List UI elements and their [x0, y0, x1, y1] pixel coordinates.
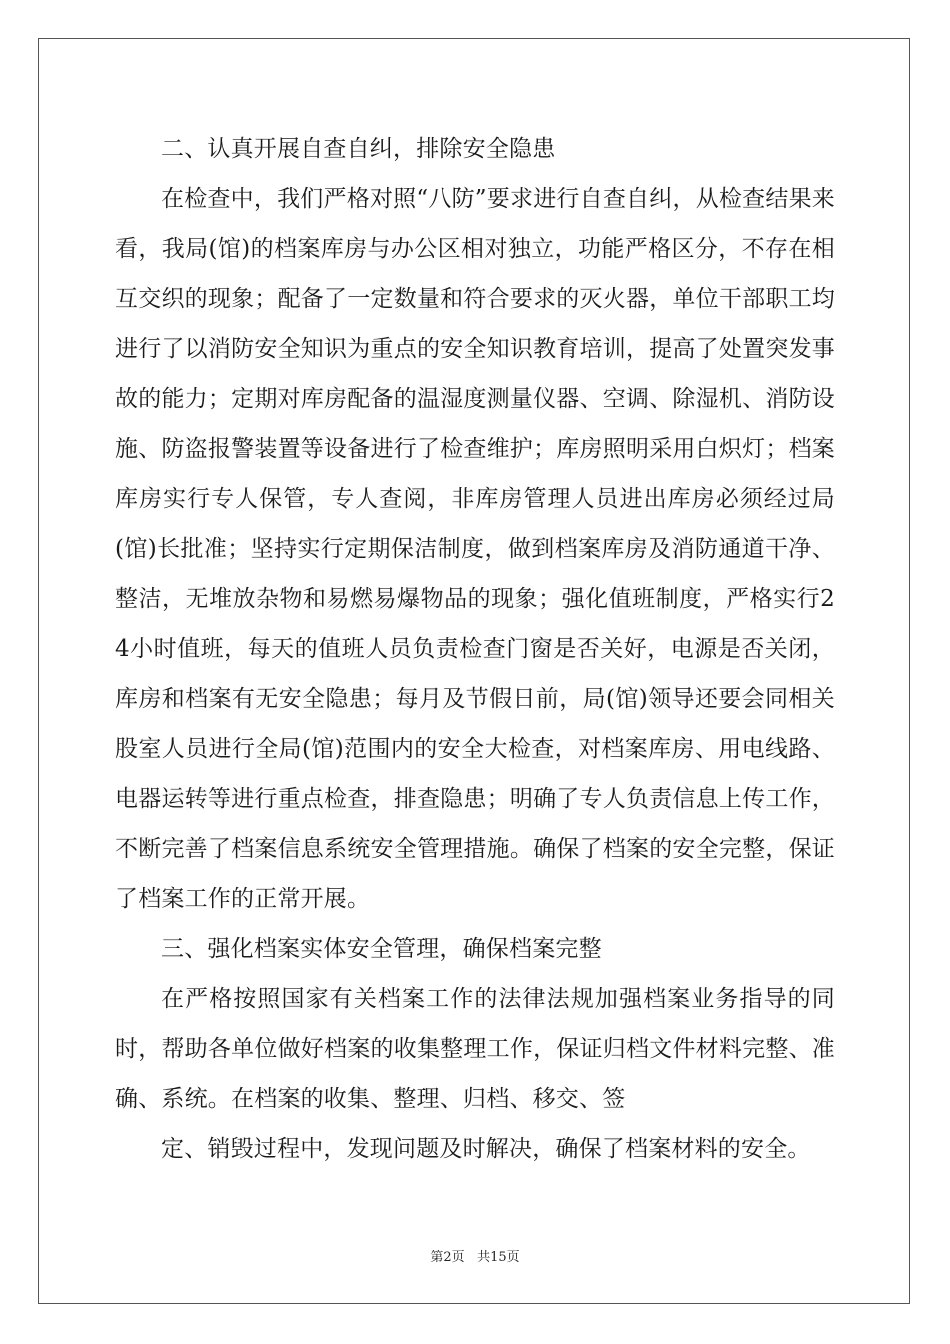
page-total: 共15页	[477, 1250, 520, 1265]
section-heading-3: 三、强化档案实体安全管理，确保档案完整	[161, 936, 602, 962]
section-3-paragraph-2: 定、销毁过程中，发现问题及时解决，确保了档案材料的安全。	[161, 1136, 811, 1162]
section-2-paragraph: 在检查中，我们严格对照“八防”要求进行自查自纠，从检查结果来看，我局(馆)的档案库房与办公区相对独立，功能严格区分，不存在相互交织的现象；配备了一定数量和符合要求的灭火器，单位干部职工均进行了以消防安全知识为重点的安全知识教育培训，提高了处置突发事故的能力；定期对库房配备的温湿度测量仪器、空调、除湿机、消防设施、防盗报警装置等设备进行了检查维护；库房照明采用白炽灯；档案库房实行专人保管，专人查阅，非库房管理人员进出库房必须经过局(馆)长批准；坚持实行定期保洁制度，做到档案库房及消防通道干净、整洁，无堆放杂物和易燃易爆物品的现象；强化值班制度，严格实行24小时值班，每天的值班人员负责检查门窗是否关好，电源是否关闭，库房和档案有无安全隐患；每月及节假日前，局(馆)领导还要会同相关股室人员进行全局(馆)范围内的安全大检查，对档案库房、用电线路、电器运转等进行重点检查，排查隐患；明确了专人负责信息上传工作，不断完善了档案信息系统安全管理措施。确保了档案的安全完整，保证了档案工作的正常开展。	[115, 186, 835, 912]
page-footer	[0, 1246, 950, 1265]
section-heading-2: 二、认真开展自查自纠，排除安全隐患	[161, 136, 556, 162]
section-3-paragraph-1: 在严格按照国家有关档案工作的法律法规加强档案业务指导的同时，帮助各单位做好档案的收集整理工作，保证归档文件材料完整、准确、系统。在档案的收集、整理、归档、移交、签	[115, 986, 835, 1112]
document-body	[115, 124, 835, 1174]
page-number: 第2页	[430, 1250, 465, 1265]
